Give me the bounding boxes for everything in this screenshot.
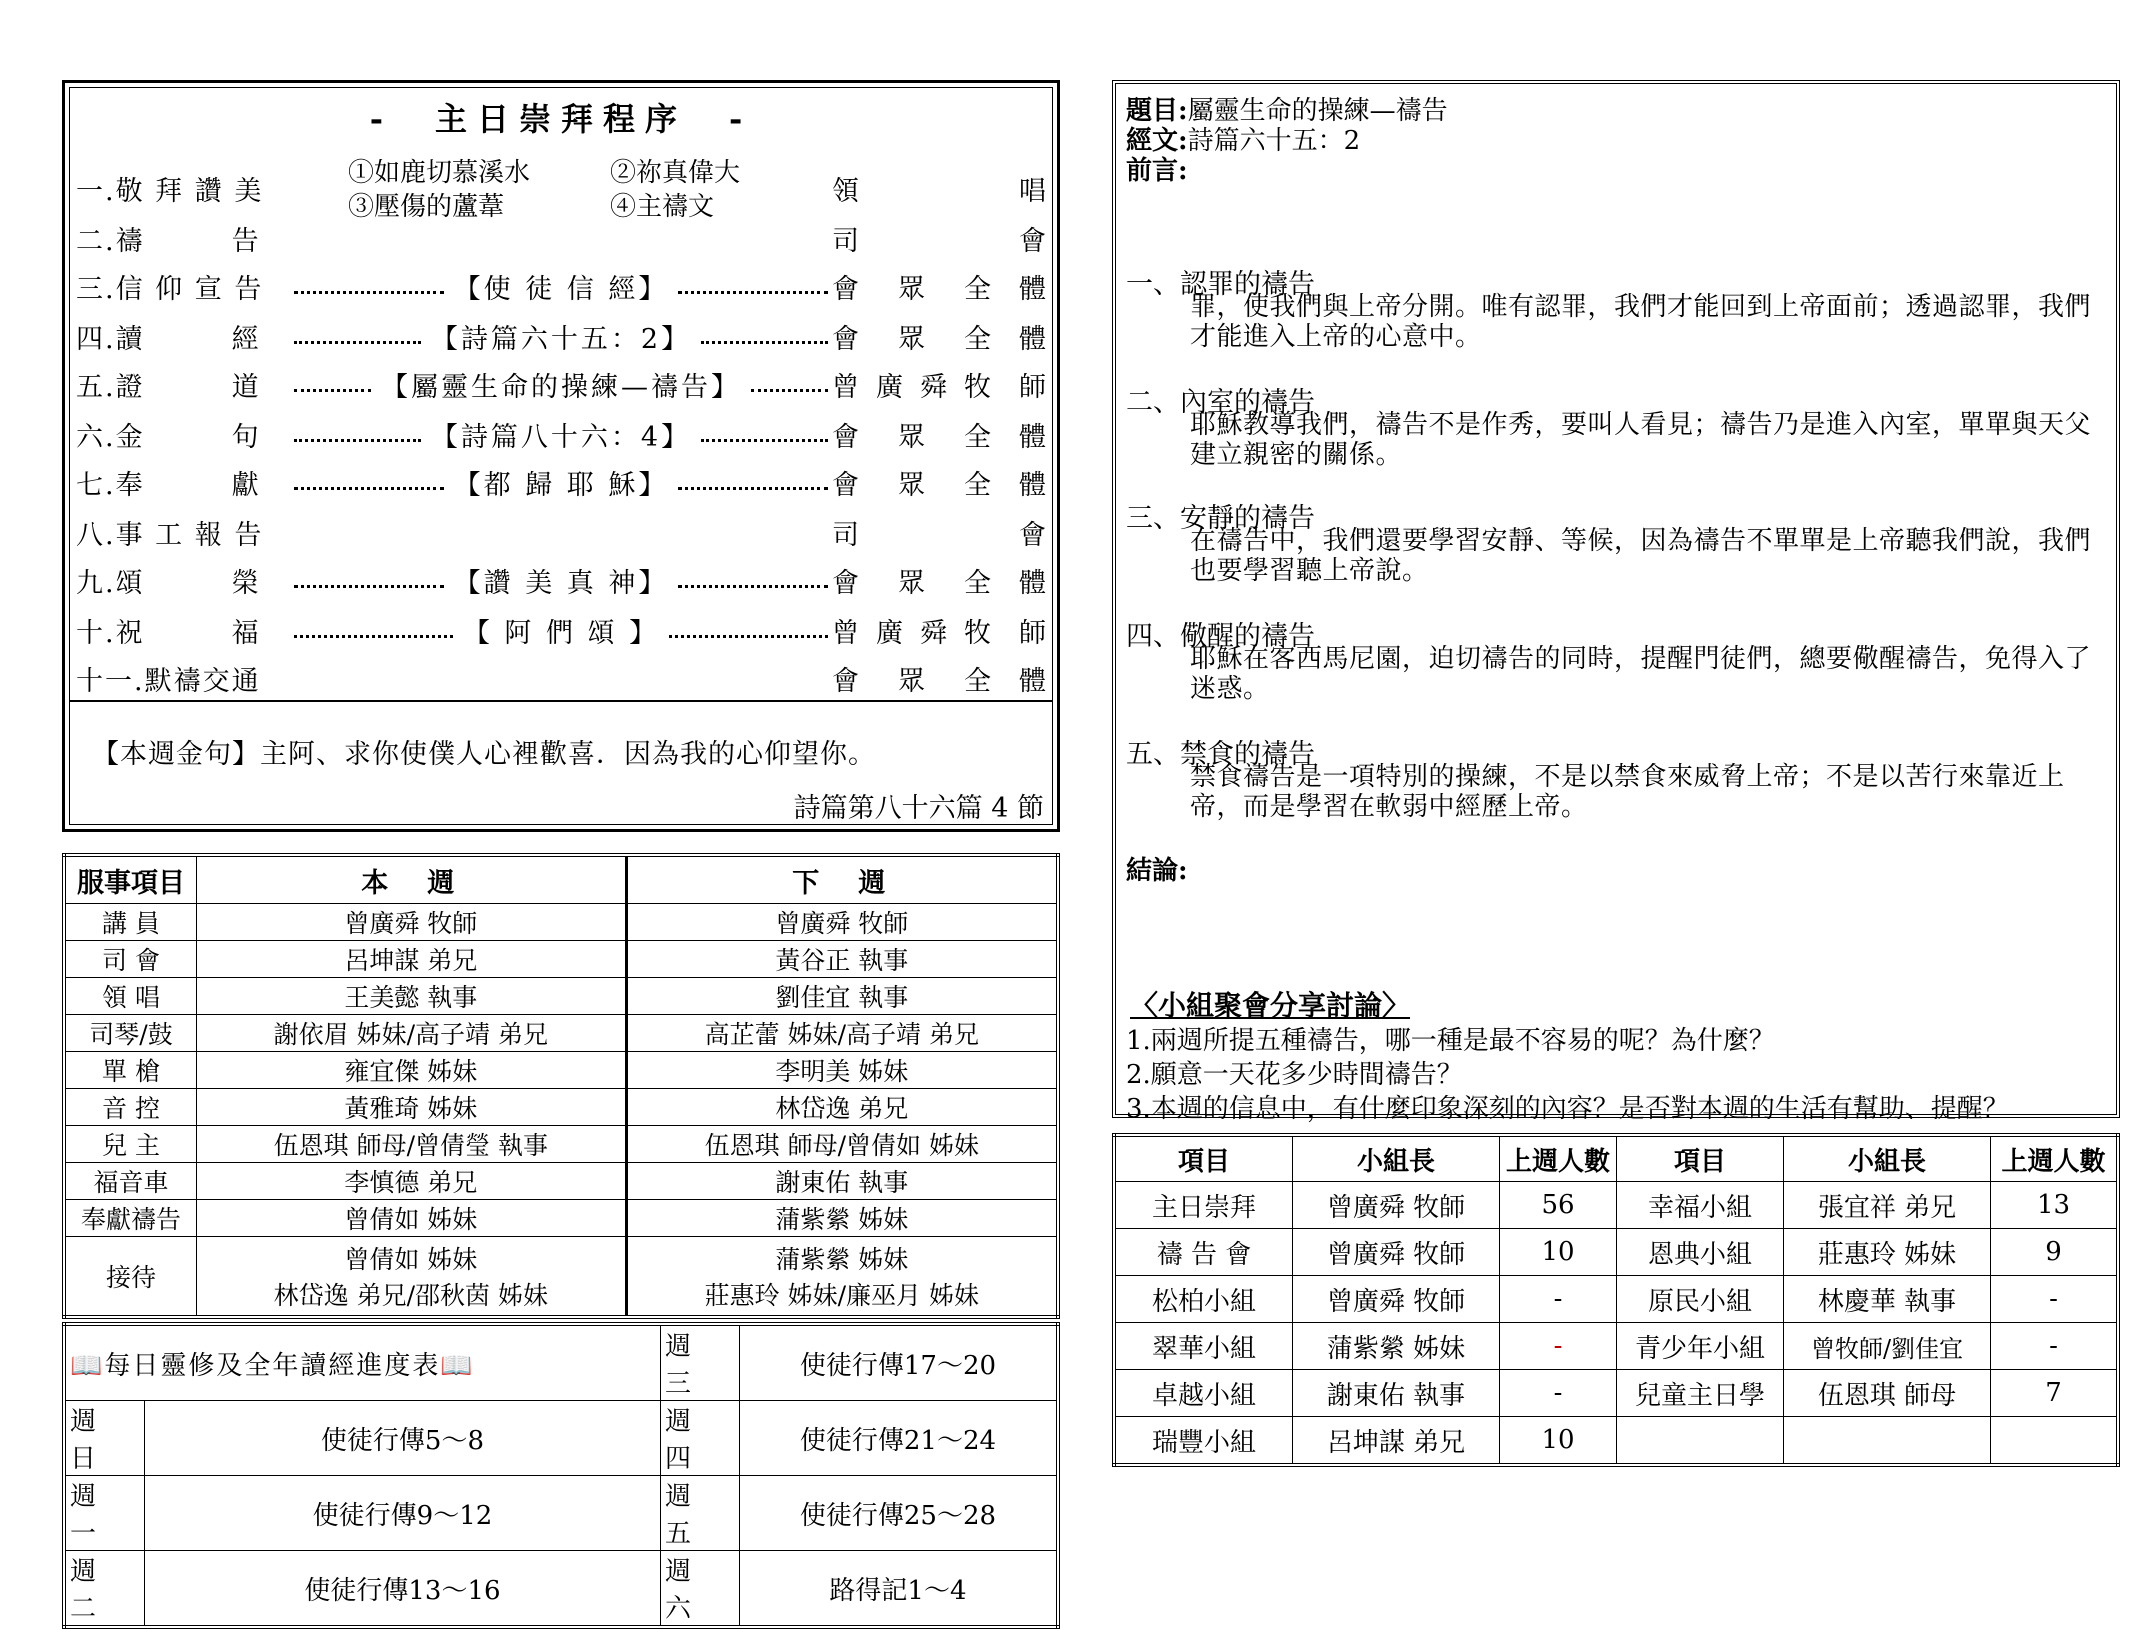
service-role: 音 控 (64, 1089, 197, 1126)
program-item-number: 七.奉 獻 (76, 469, 261, 501)
table-row (1114, 1276, 2118, 1323)
group-attendance (1991, 1417, 2119, 1466)
leader-dots (294, 487, 444, 490)
reading-text: 使徒行傳5～8 (145, 1401, 661, 1476)
group-name: 主日崇拜 (1114, 1182, 1293, 1229)
program-item-leader (832, 169, 1046, 208)
program-leader-last-char: 體 (1019, 469, 1046, 501)
program-row (76, 266, 1046, 306)
program-title: - 主日崇拜程序 - (369, 100, 753, 138)
program-item-title: 【讚 美 真 神】 (453, 567, 669, 599)
program-leader-last-char: 體 (1019, 567, 1046, 599)
program-leader-text: 會 眾 全 (832, 323, 991, 355)
program-item-leader (832, 659, 1046, 698)
program-leader-text: 會 眾 全 (832, 469, 991, 501)
group-name: 松柏小組 (1114, 1276, 1293, 1323)
service-role: 司 會 (64, 941, 197, 978)
program-leader-text: 會 眾 全 (832, 567, 991, 599)
table-row (64, 904, 1058, 941)
group-name: 幸福小組 (1617, 1182, 1784, 1229)
service-roster-table (62, 853, 1060, 1319)
program-row (76, 462, 1046, 502)
program-item-leader (832, 219, 1046, 258)
table-row (64, 978, 1058, 1015)
program-leader-text: 司 (832, 225, 859, 257)
program-row (76, 658, 1046, 698)
point-3-heading: 三、安靜的禱告 (1126, 503, 1315, 534)
group-attendance: - (1500, 1370, 1617, 1417)
group-name: 青少年小組 (1617, 1323, 1784, 1370)
reading-text: 路得記1～4 (739, 1551, 1058, 1628)
program-item-leader (832, 513, 1046, 552)
song-1: ①如鹿切慕溪水 (348, 158, 531, 188)
song-2: ②祢真偉大 (610, 158, 741, 188)
program-item-number: 二.禱 告 (76, 225, 261, 257)
program-leader-last-char: 唱 (1019, 175, 1046, 207)
point-1-heading: 一、認罪的禱告 (1126, 269, 1315, 300)
group-leader: 張宜祥 弟兄 (1784, 1182, 1991, 1229)
leader-dots (294, 635, 453, 638)
program-item-middle (290, 611, 832, 650)
program-leader-text: 司 (832, 519, 859, 551)
sermon-notes (1112, 80, 2120, 1124)
group-attendance: - (1991, 1276, 2119, 1323)
group-table-header-cell: 項目 (1114, 1135, 1293, 1182)
group-leader: 謝東佑 執事 (1293, 1370, 1500, 1417)
table-row (64, 1237, 1058, 1318)
group-name (1617, 1417, 1784, 1466)
program-item-number: 五.證 道 (76, 371, 261, 403)
discussion-question: 3.本週的信息中，有什麼印象深刻的內容？是否對本週的生活有幫助、提醒？ (1126, 1094, 2009, 1124)
service-role: 講 員 (64, 904, 197, 941)
reception-name-line: 曾倩如 姊妹 (344, 1245, 478, 1274)
program-item-middle (290, 463, 832, 502)
leader-dots (294, 341, 421, 344)
table-row (64, 1052, 1058, 1089)
point-4-body: 耶穌在客西馬尼園，迫切禱告的同時，提醒門徒們，總要儆醒禱告，免得入了迷惑。 (1190, 644, 2092, 704)
program-item-leader (832, 611, 1046, 650)
program-leader-last-char: 體 (1019, 273, 1046, 305)
program-row (76, 414, 1046, 454)
reading-plan-table (62, 1322, 1060, 1629)
service-this-week: 曾倩如 姊妹 (197, 1200, 627, 1237)
table-row (1114, 1229, 2118, 1276)
reading-day: 週 六 (660, 1551, 739, 1628)
group-leader: 曾廣舜 牧師 (1293, 1182, 1500, 1229)
service-this-week: 伍恩琪 師母/曾倩瑩 執事 (197, 1126, 627, 1163)
program-row (76, 560, 1046, 600)
group-table-body (1114, 1182, 2118, 1466)
program-item-middle (290, 317, 832, 356)
service-next-week: 伍恩琪 師母/曾倩如 姊妹 (626, 1126, 1058, 1163)
program-leader-text: 曾 廣 舜 牧 (832, 617, 991, 649)
service-role: 司琴/鼓 (64, 1015, 197, 1052)
service-next-week: 謝東佑 執事 (626, 1163, 1058, 1200)
service-next-week: 曾廣舜 牧師 (626, 904, 1058, 941)
worship-program-inner (69, 87, 1053, 825)
program-leader-last-char: 會 (1019, 225, 1046, 257)
table-row (1114, 1370, 2118, 1417)
group-leader: 莊惠玲 姊妹 (1784, 1229, 1991, 1276)
program-row (76, 512, 1046, 552)
leader-dots (294, 291, 444, 294)
reception-name-line: 蒲紫縈 姊妹 (775, 1245, 909, 1274)
program-item-number: 十一.默禱交通 (76, 665, 261, 697)
program-item-leader (832, 267, 1046, 306)
group-attendance: - (1500, 1323, 1617, 1370)
point-2-heading: 二、內室的禱告 (1126, 387, 1315, 418)
table-row (64, 1200, 1058, 1237)
service-next-week: 蒲紫縈 姊妹 (626, 1200, 1058, 1237)
group-table-header-cell: 小組長 (1784, 1135, 1991, 1182)
group-leader: 曾廣舜 牧師 (1293, 1276, 1500, 1323)
group-attendance: - (1991, 1323, 2119, 1370)
sermon-intro-label: 前言: (1126, 156, 1188, 186)
reading-text: 使徒行傳13～16 (145, 1551, 661, 1628)
program-item-middle (290, 365, 832, 404)
leader-dots (294, 585, 444, 588)
group-table-header (1114, 1135, 2118, 1182)
table-row (64, 1126, 1058, 1163)
service-next-week: 李明美 姊妹 (626, 1052, 1058, 1089)
weekly-verse-area (70, 700, 1052, 824)
point-3-body: 在禱告中，我們還要學習安靜、等候，因為禱告不單單是上帝聽我們說，我們也要學習聽上帝說。 (1190, 526, 2092, 586)
point-4-heading: 四、儆醒的禱告 (1126, 621, 1315, 652)
reading-text: 使徒行傳21～24 (739, 1401, 1058, 1476)
group-attendance: 56 (1500, 1182, 1617, 1229)
program-item-number: 六.金 句 (76, 421, 261, 453)
leader-dots (701, 341, 828, 344)
service-this-week: 李慎德 弟兄 (197, 1163, 627, 1200)
group-leader: 曾牧師/劉佳宜 (1784, 1323, 1991, 1370)
program-item-title: 【 阿 們 頌 】 (462, 617, 660, 649)
group-attendance: 9 (1991, 1229, 2119, 1276)
sermon-topic: 屬靈生命的操練—禱告 (1187, 96, 1448, 126)
weekly-verse: 【本週金句】主阿、求你使僕人心裡歡喜．因為我的心仰望你。 (92, 739, 876, 770)
program-leader-last-char: 體 (1019, 323, 1046, 355)
service-next-week (626, 1237, 1058, 1318)
table-row (1114, 1182, 2118, 1229)
sermon-scripture-label: 經文: (1126, 126, 1188, 156)
service-this-week (197, 1237, 627, 1318)
table-row (64, 941, 1058, 978)
service-next-week: 高芷蕾 姊妹/高子靖 弟兄 (626, 1015, 1058, 1052)
reading-text: 使徒行傳9～12 (145, 1476, 661, 1551)
program-item-leader (832, 365, 1046, 404)
song-3: ③壓傷的蘆葦 (348, 192, 505, 222)
service-this-week: 曾廣舜 牧師 (197, 904, 627, 941)
group-leader: 呂坤謀 弟兄 (1293, 1417, 1500, 1466)
reading-day: 週 五 (660, 1476, 739, 1551)
point-1-body: 罪，使我們與上帝分開。唯有認罪，我們才能回到上帝面前；透過認罪，我們才能進入上帝的心意中。 (1190, 292, 2092, 352)
group-leader: 林慶華 執事 (1784, 1276, 1991, 1323)
leader-dots (669, 635, 828, 638)
point-5-body: 禁食禱告是一項特別的操練，不是以禁食來威脅上帝；不是以苦行來靠近上帝，而是學習在軟弱中經歷上帝。 (1190, 762, 2065, 822)
group-table-header-cell: 上週人數 (1991, 1135, 2119, 1182)
reception-name-line: 林岱逸 弟兄/邵秋茵 姊妹 (273, 1281, 548, 1310)
service-header-item: 服事項目 (64, 855, 197, 904)
program-leader-text: 會 眾 全 (832, 273, 991, 305)
program-row (76, 610, 1046, 650)
reading-day: 週 日 (64, 1401, 145, 1476)
program-leader-last-char: 體 (1019, 421, 1046, 453)
group-name: 卓越小組 (1114, 1370, 1293, 1417)
group-attendance: 7 (1991, 1370, 2119, 1417)
program-item-number: 八.事 工 報 告 (76, 519, 264, 551)
leader-dots (701, 439, 828, 442)
group-attendance: - (1500, 1276, 1617, 1323)
program-item-middle (290, 531, 832, 534)
service-this-week: 雍宜傑 姊妹 (197, 1052, 627, 1089)
service-role: 領 唱 (64, 978, 197, 1015)
group-leader (1784, 1417, 1991, 1466)
group-name: 原民小組 (1617, 1276, 1784, 1323)
service-role: 奉獻禱告 (64, 1200, 197, 1237)
reading-day: 週 四 (660, 1401, 739, 1476)
service-next-week: 林岱逸 弟兄 (626, 1089, 1058, 1126)
program-leader-text: 領 (832, 175, 859, 207)
service-header-this-week: 本 週 (197, 855, 627, 904)
service-this-week: 謝依眉 姊妹/高子靖 弟兄 (197, 1015, 627, 1052)
group-table-header-cell: 項目 (1617, 1135, 1784, 1182)
program-row (76, 168, 1046, 208)
program-leader-last-char: 體 (1019, 665, 1046, 697)
service-role: 福音車 (64, 1163, 197, 1200)
program-item-number: 三.信 仰 宣 告 (76, 273, 264, 305)
service-roster-body (64, 904, 1058, 1318)
leader-dots (678, 585, 828, 588)
table-row (64, 1089, 1058, 1126)
program-item-title: 【詩篇六十五：2】 (430, 323, 692, 355)
reception-name-line: 莊惠玲 姊妹/廉巫月 姊妹 (704, 1281, 979, 1310)
weekly-verse-reference: 詩篇第八十六篇 4 節 (793, 793, 1044, 824)
program-item-middle (290, 237, 832, 240)
program-item-leader (832, 463, 1046, 502)
reading-day: 週 三 (660, 1324, 739, 1401)
leader-dots (751, 389, 828, 392)
leader-dots (678, 487, 828, 490)
point-5-heading: 五、禁食的禱告 (1126, 739, 1315, 770)
leader-dots (294, 439, 421, 442)
sermon-scripture: 詩篇六十五：2 (1187, 126, 1361, 156)
service-this-week: 黃雅琦 姊妹 (197, 1089, 627, 1126)
program-item-title: 【屬靈生命的操練—禱告】 (381, 371, 741, 403)
program-item-number: 十.祝 福 (76, 617, 261, 649)
group-attendance: 10 (1500, 1229, 1617, 1276)
program-leader-last-char: 會 (1019, 519, 1046, 551)
service-role: 兒 主 (64, 1126, 197, 1163)
program-leader-last-char: 師 (1019, 371, 1046, 403)
program-item-leader (832, 561, 1046, 600)
group-name: 恩典小組 (1617, 1229, 1784, 1276)
group-attendance-table (1112, 1133, 2120, 1467)
group-table-header-cell: 上週人數 (1500, 1135, 1617, 1182)
service-header-next-week: 下 週 (626, 855, 1058, 904)
program-item-title: 【詩篇八十六：4】 (430, 421, 692, 453)
group-name: 翠華小組 (1114, 1323, 1293, 1370)
point-2-body: 耶穌教導我們，禱告不是作秀，要叫人看見；禱告乃是進入內室，單單與天父建立親密的關係。 (1190, 410, 2092, 470)
program-leader-text: 會 眾 全 (832, 421, 991, 453)
program-leader-text: 會 眾 全 (832, 665, 991, 697)
program-item-number: 九.頌 榮 (76, 567, 261, 599)
service-role: 單 槍 (64, 1052, 197, 1089)
table-row (1114, 1323, 2118, 1370)
group-attendance: 10 (1500, 1417, 1617, 1466)
program-item-title: 【都 歸 耶 穌】 (453, 469, 669, 501)
program-item-middle (290, 415, 832, 454)
sermon-conclusion-label: 結論: (1126, 856, 1188, 886)
group-leader: 蒲紫縈 姊妹 (1293, 1323, 1500, 1370)
service-role: 接待 (64, 1237, 197, 1318)
discussion-title: 〈小組聚會分享討論〉 (1130, 989, 1411, 1022)
program-row (76, 316, 1046, 356)
service-this-week: 呂坤謀 弟兄 (197, 941, 627, 978)
reading-day: 週 一 (64, 1476, 145, 1551)
service-next-week: 劉佳宜 執事 (626, 978, 1058, 1015)
leader-dots (678, 291, 828, 294)
program-item-leader (832, 415, 1046, 454)
program-item-leader (832, 317, 1046, 356)
reading-plan-title: 📖每日靈修及全年讀經進度表📖 (64, 1324, 660, 1401)
song-4: ④主禱文 (610, 192, 715, 222)
program-item-title: 【使 徒 信 經】 (453, 273, 669, 305)
discussion-question: 2.願意一天花多少時間禱告？ (1126, 1060, 1463, 1090)
program-item-middle (290, 561, 832, 600)
service-next-week: 黃谷正 執事 (626, 941, 1058, 978)
worship-program (62, 80, 1060, 832)
group-attendance: 13 (1991, 1182, 2119, 1229)
group-leader: 伍恩琪 師母 (1784, 1370, 1991, 1417)
program-item-middle (290, 267, 832, 306)
group-name: 禱 告 會 (1114, 1229, 1293, 1276)
leader-dots (294, 389, 371, 392)
group-name: 瑞豐小組 (1114, 1417, 1293, 1466)
service-this-week: 王美懿 執事 (197, 978, 627, 1015)
program-leader-text: 曾 廣 舜 牧 (832, 371, 991, 403)
sermon-topic-label: 題目: (1126, 96, 1188, 126)
program-row (76, 364, 1046, 404)
program-item-middle (290, 677, 832, 680)
reading-day: 週 二 (64, 1551, 145, 1628)
table-row (64, 1015, 1058, 1052)
group-leader: 曾廣舜 牧師 (1293, 1229, 1500, 1276)
table-row (1114, 1417, 2118, 1466)
table-row (64, 1163, 1058, 1200)
program-item-number: 一.敬 拜 讚 美 (76, 175, 264, 207)
program-row (76, 218, 1046, 258)
reading-text: 使徒行傳17～20 (739, 1324, 1058, 1401)
program-item-number: 四.讀 經 (76, 323, 261, 355)
program-leader-last-char: 師 (1019, 617, 1046, 649)
group-name: 兒童主日學 (1617, 1370, 1784, 1417)
discussion-question: 1.兩週所提五種禱告，哪一種是最不容易的呢？為什麼？ (1126, 1026, 1775, 1056)
group-table-header-cell: 小組長 (1293, 1135, 1500, 1182)
reading-text: 使徒行傳25～28 (739, 1476, 1058, 1551)
